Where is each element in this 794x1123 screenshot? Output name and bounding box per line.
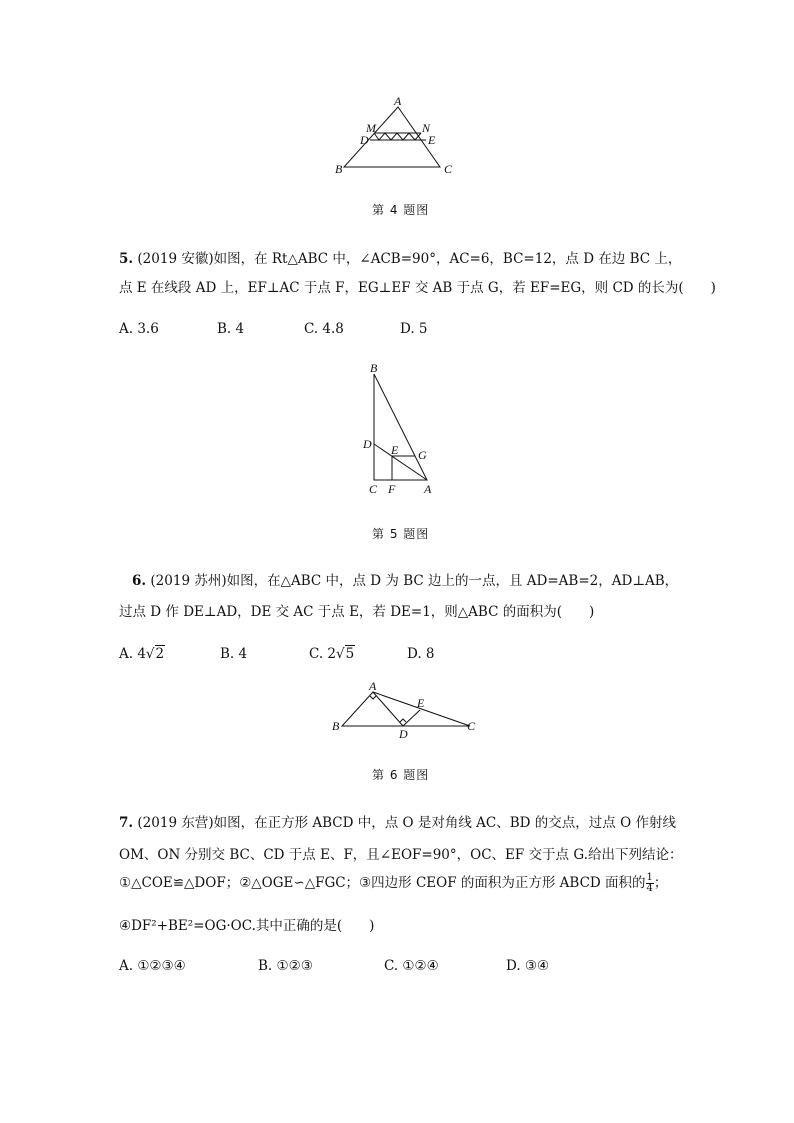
figure-5 — [355, 360, 445, 500]
q7-option-a: A. ①②③④ — [119, 958, 186, 974]
q6-option-b: B. 4 — [220, 646, 248, 662]
q6-line1: 6. (2019 苏州)如图，在△ABC 中，点 D 为 BC 边上的一点，且 AD=AB=2，AD⊥AB， — [132, 573, 679, 589]
fig5-caption: 第 5 题图 — [372, 527, 430, 541]
q7-text-line3-end: ； — [653, 875, 668, 891]
fig4-label-c: C — [444, 162, 453, 176]
q6-option-c-prefix: C. 2 — [309, 646, 337, 662]
fig4-label-b: B — [335, 162, 343, 176]
q7-line2: OM、ON 分别交 BC、CD 于点 E、F，且∠EOF=90°，OC、EF 交于点 G.给出下列结论： — [119, 847, 683, 863]
fig5-label-d: D — [363, 437, 372, 451]
fig4-zigzag — [374, 133, 421, 140]
q5-option-c: C. 4.8 — [304, 321, 344, 337]
fig6-right-angle-d — [400, 719, 406, 722]
fig4-label-d: D — [360, 133, 369, 147]
q6-number: 6 — [132, 573, 142, 589]
q6-line2: 过点 D 作 DE⊥AD，DE 交 AC 于点 E，若 DE=1，则△ABC 的面积为( ) — [119, 604, 595, 620]
q6-option-a-prefix: A. 4 — [119, 646, 146, 662]
q6-text-line1: (2019 苏州)如图，在△ABC 中，点 D 为 BC 边上的一点，且 AD=AB=2，AD⊥AB， — [150, 573, 679, 589]
q5-option-b: B. 4 — [217, 321, 245, 337]
q7-fraction — [646, 873, 654, 894]
fig5-label-e: E — [391, 443, 399, 457]
fig6-label-a: A — [369, 680, 377, 693]
q7-fraction-denominator: 4 — [646, 883, 653, 894]
fig4-label-m: M — [366, 121, 376, 135]
q7-option-c: C. ①②④ — [384, 958, 439, 974]
q5-line1: 5. (2019 安徽)如图，在 Rt△ABC 中，∠ACB=90°，AC=6，BC=12，点 D 在边 BC 上， — [119, 251, 682, 267]
fig4-caption: 第 4 题图 — [372, 203, 430, 217]
q5-option-a: A. 3.6 — [119, 321, 159, 337]
q7-line4: ④DF²+BE²=OG·OC.其中正确的是( ) — [119, 918, 375, 934]
figure-6 — [325, 680, 485, 740]
q7-option-d: D. ③④ — [506, 958, 550, 974]
fig4-triangle-abc — [344, 107, 440, 167]
q6-option-c-radicand: 5 — [345, 646, 355, 662]
fig4-label-a: A — [394, 95, 402, 108]
fig6-label-c: C — [467, 719, 476, 733]
q5-number: 5 — [119, 251, 129, 267]
q7-number: 7 — [119, 815, 129, 831]
q5-text-line1: (2019 安徽)如图，在 Rt△ABC 中，∠ACB=90°，AC=6，BC=12，点 D 在边 BC 上， — [137, 251, 682, 267]
fig6-caption: 第 6 题图 — [372, 768, 430, 782]
fig5-label-f: F — [388, 482, 396, 496]
q7-line3 — [119, 871, 667, 894]
figure-4 — [330, 95, 470, 185]
q5-line2: 点 E 在线段 AD 上，EF⊥AC 于点 F，EG⊥EF 交 AB 于点 G，若 EF=EG，则 CD 的长为( ) — [119, 280, 716, 296]
q6-option-a: A. 4√2 — [119, 646, 165, 662]
q6-option-a-radicand: 2 — [155, 646, 165, 662]
fig6-right-angle-a — [370, 696, 376, 699]
fig6-label-b: B — [332, 719, 340, 733]
fig6-label-d: D — [399, 727, 408, 740]
q7-fraction-numerator: 1 — [646, 872, 653, 883]
fig5-triangle-abc — [374, 374, 427, 480]
fig6-triangle-abc — [342, 692, 470, 726]
q6-option-d: D. 8 — [407, 646, 435, 662]
q6-option-c: C. 2√5 — [309, 646, 355, 662]
q7-text-line3: ①△COE≌△DOF；②△OGE∽△FGC；③四边形 CEOF 的面积为正方形 ABCD 面积的 — [119, 875, 646, 891]
fig4-label-e: E — [428, 133, 436, 147]
fig6-label-e: E — [417, 696, 425, 710]
fig5-label-g: G — [418, 448, 427, 462]
q5-option-d: D. 5 — [400, 321, 428, 337]
fig5-label-a: A — [424, 482, 432, 496]
fig4-label-n: N — [422, 121, 431, 135]
q7-option-b: B. ①②③ — [258, 958, 313, 974]
q7-line1: 7. (2019 东营)如图，在正方形 ABCD 中，点 O 是对角线 AC、BD 的交点，过点 O 作射线 — [119, 815, 676, 831]
q7-text-line1: (2019 东营)如图，在正方形 ABCD 中，点 O 是对角线 AC、BD 的交点，过点 O 作射线 — [137, 815, 676, 831]
fig5-label-c: C — [369, 482, 378, 496]
fig6-segment-de — [403, 710, 420, 726]
fig5-label-b: B — [370, 361, 378, 375]
